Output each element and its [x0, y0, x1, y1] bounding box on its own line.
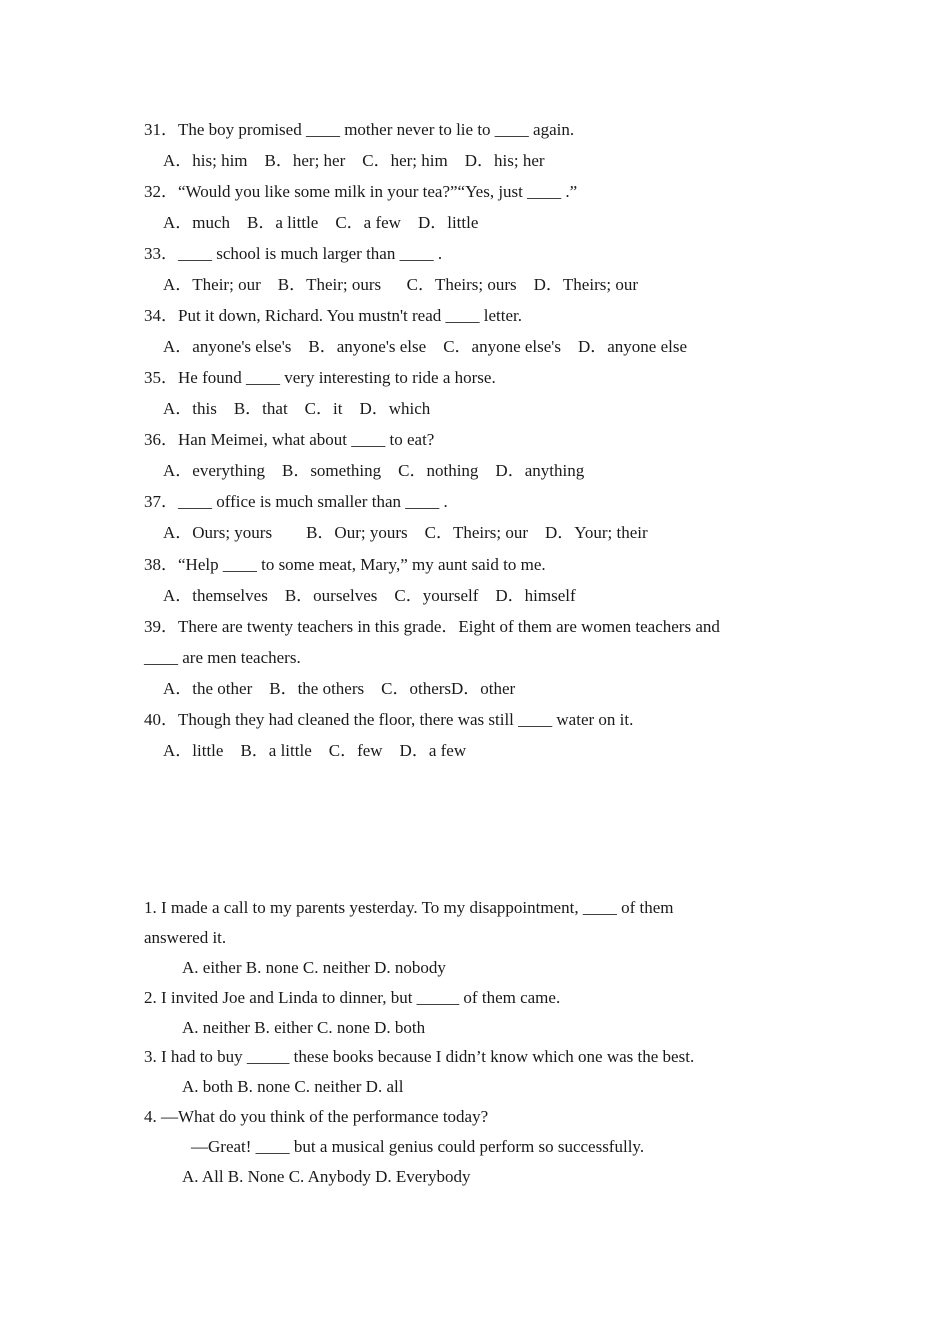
question-32: 32．“Would you like some milk in your tea?”“Yes, just ____ .”: [144, 182, 578, 201]
options-4: A. All B. None C. Anybody D. Everybody: [182, 1167, 471, 1186]
question-1-continued: answered it.: [144, 928, 227, 947]
options-36: A．everything B．something C．nothing D．anything: [163, 461, 585, 480]
question-35: 35．He found ____ very interesting to ride a horse.: [144, 368, 496, 387]
options-2: A. neither B. either C. none D. both: [182, 1018, 426, 1037]
question-2: 2. I invited Joe and Linda to dinner, but _____ of them came.: [144, 988, 561, 1007]
question-34: 34．Put it down, Richard. You mustn't read ____ letter.: [144, 306, 522, 325]
question-39-continued: ____ are men teachers.: [144, 648, 301, 667]
question-31: 31．The boy promised ____ mother never to lie to ____ again.: [144, 120, 575, 139]
options-35: A．this B．that C．it D．which: [163, 399, 431, 418]
question-38: 38．“Help ____ to some meat, Mary,” my aunt said to me.: [144, 555, 546, 574]
question-4: 4. —What do you think of the performance today?: [144, 1107, 489, 1126]
options-37: A．Ours; yours B．Our; yours C．Theirs; our D．Your; their: [163, 523, 648, 542]
options-40: A．little B．a little C．few D．a few: [163, 741, 467, 760]
options-3: A. both B. none C. neither D. all: [182, 1077, 404, 1096]
question-36: 36．Han Meimei, what about ____ to eat?: [144, 430, 435, 449]
options-1: A. either B. none C. neither D. nobody: [182, 958, 446, 977]
question-1: 1. I made a call to my parents yesterday. To my disappointment, ____ of them: [144, 898, 674, 917]
options-31: A．his; him B．her; her C．her; him D．his; her: [163, 151, 545, 170]
question-37: 37．____ office is much smaller than ____ .: [144, 492, 448, 511]
question-3: 3. I had to buy _____ these books because I didn’t know which one was the best.: [144, 1047, 695, 1066]
question-40: 40．Though they had cleaned the floor, there was still ____ water on it.: [144, 710, 634, 729]
options-33: A．Their; our B．Their; ours C．Theirs; ours D．Theirs; our: [163, 275, 638, 294]
question-4-dialogue: —Great! ____ but a musical genius could perform so successfully.: [191, 1137, 645, 1156]
question-33: 33．____ school is much larger than ____ .: [144, 244, 443, 263]
options-38: A．themselves B．ourselves C．yourself D．himself: [163, 586, 576, 605]
options-32: A．much B．a little C．a few D．little: [163, 213, 479, 232]
options-39: A．the other B．the others C．othersD．other: [163, 679, 516, 698]
question-39: 39．There are twenty teachers in this grade．Eight of them are women teachers and: [144, 617, 720, 636]
options-34: A．anyone's else's B．anyone's else C．anyone else's D．anyone else: [163, 337, 688, 356]
